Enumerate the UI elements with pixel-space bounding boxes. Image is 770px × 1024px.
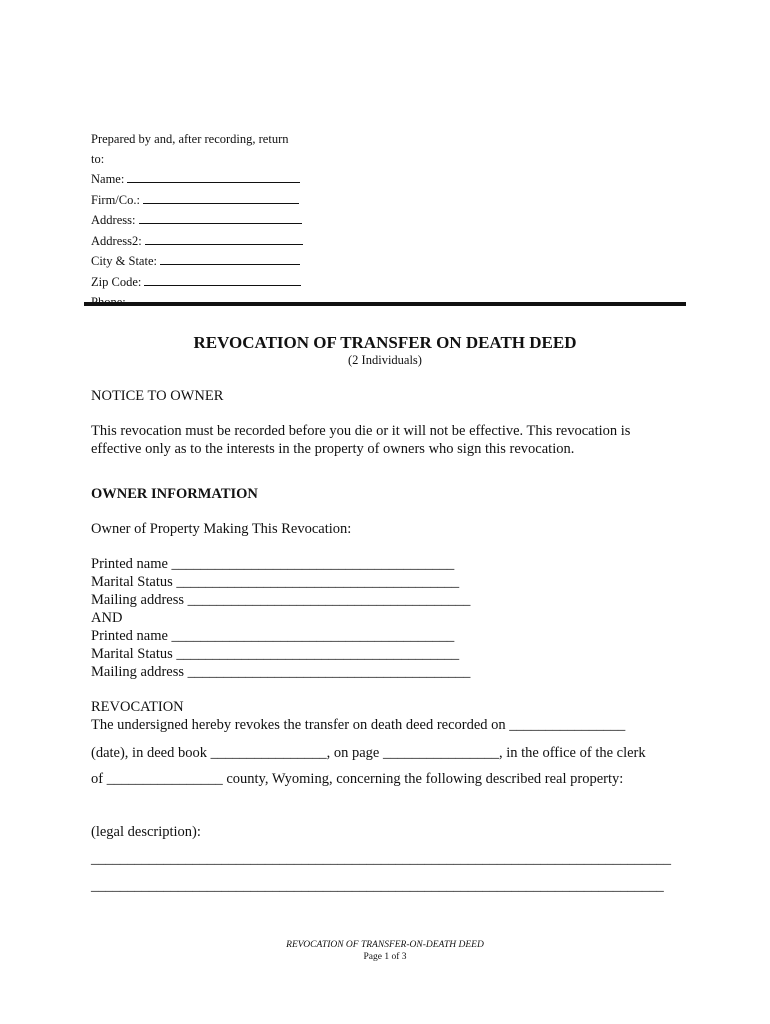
legal-description-line2[interactable]: _______________________________________________________________________________ <box>91 878 664 894</box>
field-name[interactable] <box>91 169 303 190</box>
owner1-marital-status[interactable]: Marital Status _______________________________________ <box>91 574 460 590</box>
field-label: Zip Code: <box>91 274 142 289</box>
owner2-mailing-address[interactable]: Mailing address _______________________________________ <box>91 664 471 680</box>
owner-info-intro: Owner of Property Making This Revocation: <box>91 521 352 537</box>
owner2-marital-status[interactable]: Marital Status _______________________________________ <box>91 646 460 662</box>
revocation-line2[interactable]: (date), in deed book ________________, on page ________________, in the office of the clerk <box>91 745 646 761</box>
notice-text-line2: effective only as to the interests in the property of owners who sign this revocation. <box>91 441 575 457</box>
footer-title: REVOCATION OF TRANSFER-ON-DEATH DEED <box>286 940 484 950</box>
blank-line[interactable] <box>143 190 299 204</box>
field-label: City & State: <box>91 254 157 268</box>
prepared-by-heading-cont: to: <box>91 151 105 166</box>
field-firm[interactable] <box>91 190 303 211</box>
field-label: Address2: <box>91 233 142 248</box>
field-zip[interactable] <box>91 272 303 293</box>
field-city-state[interactable] <box>91 251 303 272</box>
prepared-by-heading: Prepared by and, after recording, return <box>91 132 289 146</box>
notice-text-line1: This revocation must be recorded before you die or it will not be effective. This revocation is <box>91 423 631 439</box>
field-label: Address: <box>91 213 136 227</box>
blank-line[interactable] <box>144 272 301 286</box>
notice-heading: NOTICE TO OWNER <box>91 388 224 404</box>
legal-description-label: (legal description): <box>91 824 201 840</box>
blank-line[interactable] <box>160 251 300 265</box>
owner2-printed-name[interactable]: Printed name _______________________________________ <box>91 628 455 644</box>
divider-rule <box>84 302 686 306</box>
owner-info-heading: OWNER INFORMATION <box>91 486 258 502</box>
owner-fields <box>91 555 470 681</box>
document-subtitle: (2 Individuals) <box>348 353 422 367</box>
blank-line[interactable] <box>127 169 300 183</box>
revocation-line1[interactable]: The undersigned hereby revokes the transfer on death deed recorded on ________________ <box>91 717 626 733</box>
field-address2[interactable] <box>91 231 303 252</box>
and-separator: AND <box>91 610 123 626</box>
revocation-heading: REVOCATION <box>91 699 184 715</box>
field-label: Name: <box>91 172 125 186</box>
field-label: Firm/Co.: <box>91 192 140 207</box>
owner1-printed-name[interactable]: Printed name _______________________________________ <box>91 556 455 572</box>
revocation-line3[interactable]: of ________________ county, Wyoming, concerning the following described real property: <box>91 771 624 787</box>
blank-line[interactable] <box>145 231 303 245</box>
prepared-by-block <box>91 130 303 313</box>
field-address[interactable] <box>91 210 303 231</box>
document-title: REVOCATION OF TRANSFER ON DEATH DEED <box>193 333 577 352</box>
owner1-mailing-address[interactable]: Mailing address _______________________________________ <box>91 592 471 608</box>
page-number: Page 1 of 3 <box>363 952 407 962</box>
legal-description-line1[interactable]: ________________________________________________________________________________ <box>91 851 671 867</box>
blank-line[interactable] <box>139 210 302 224</box>
